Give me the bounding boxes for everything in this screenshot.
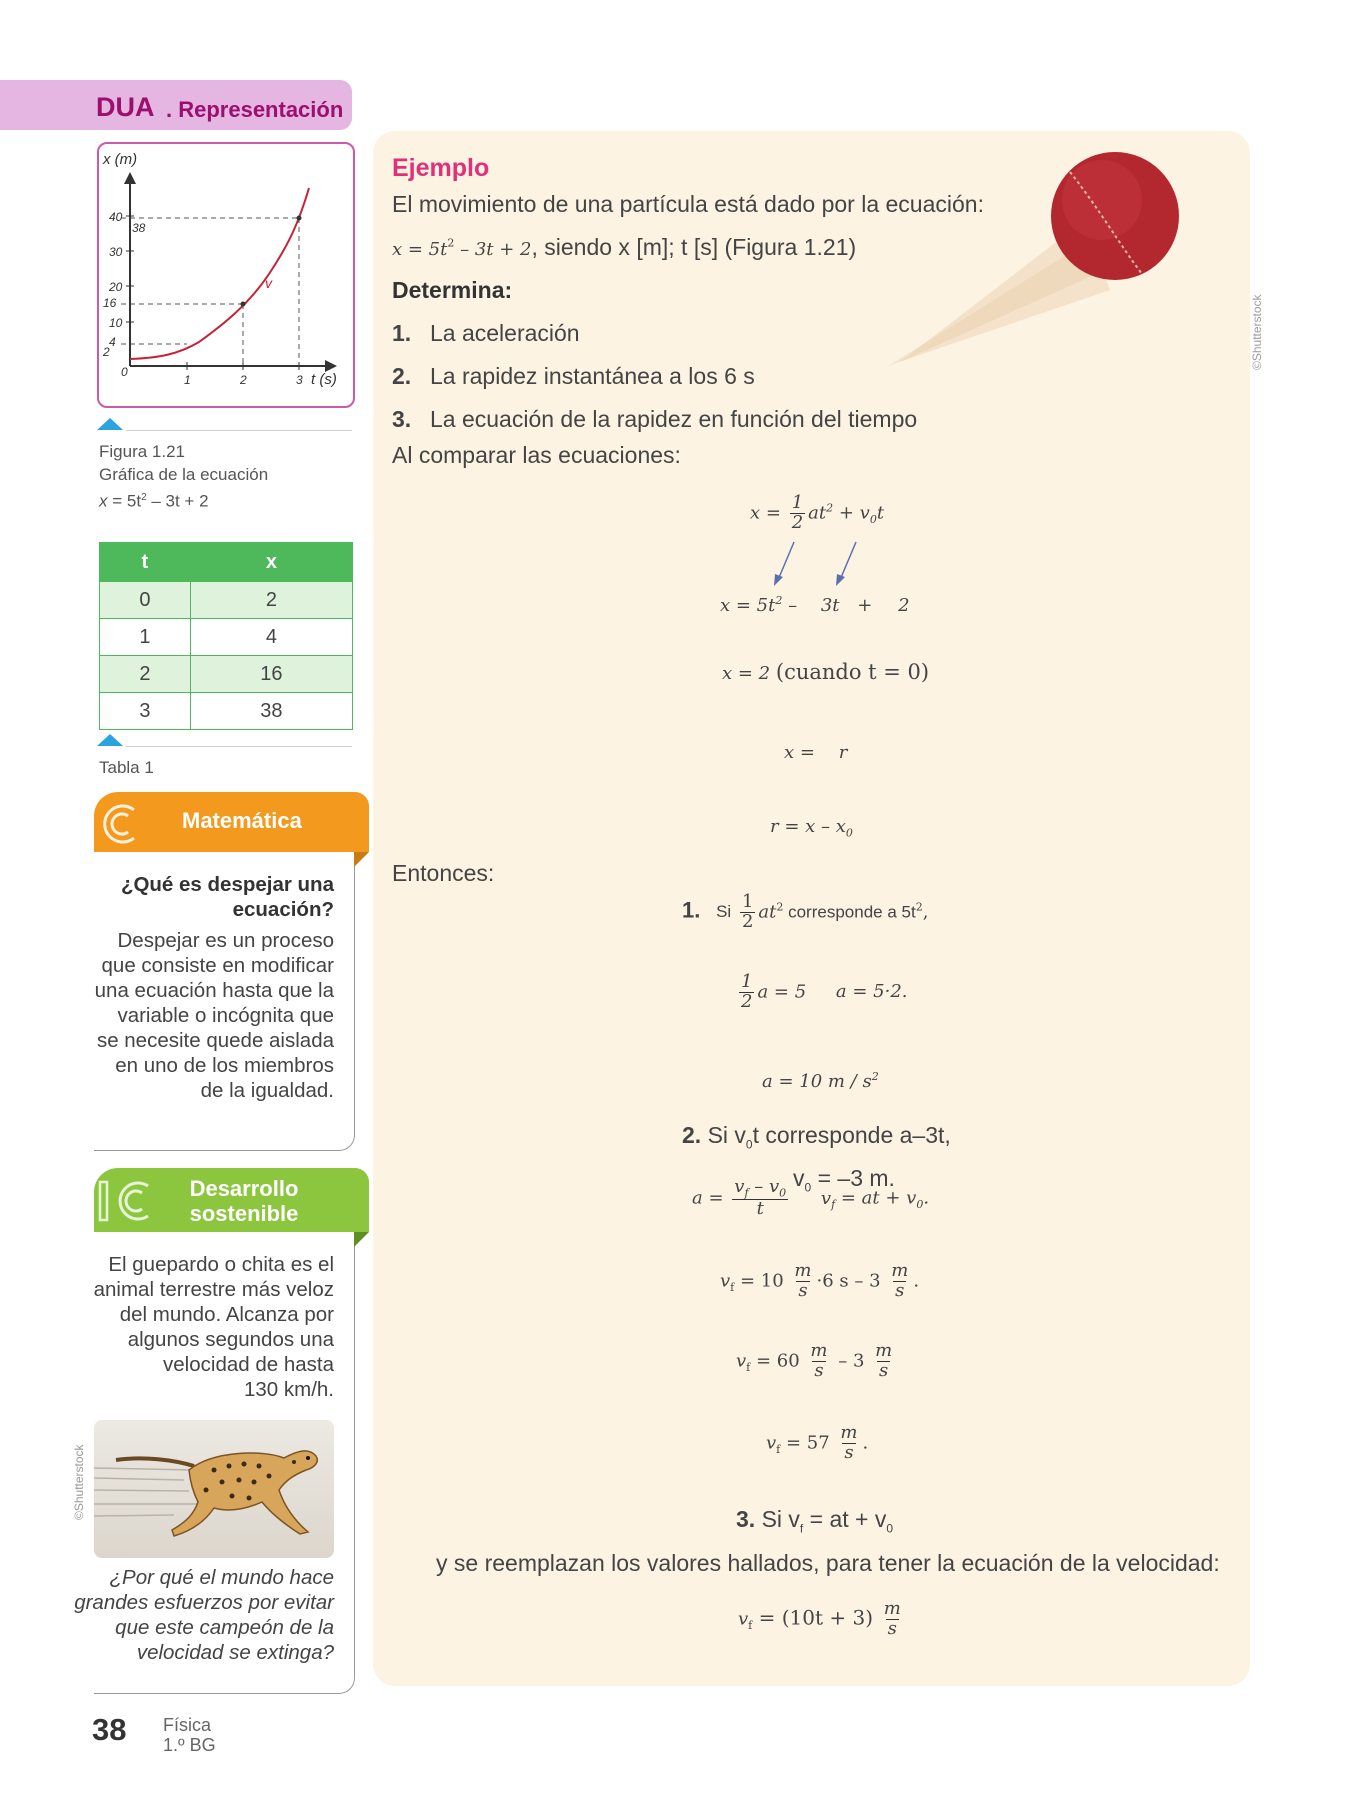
step-3-result xyxy=(738,1600,906,1639)
eq-part: r = x – x xyxy=(770,816,846,837)
eq-part: r xyxy=(838,742,848,763)
eq-fraction xyxy=(740,893,755,932)
eq-part: = 57 xyxy=(780,1432,830,1454)
desarrollo-line: 130 km/h. xyxy=(243,1378,334,1401)
eq-part: at xyxy=(758,901,777,923)
eq-fraction xyxy=(882,1600,903,1639)
eq-sub: f xyxy=(730,1280,735,1294)
matematica-c-icon xyxy=(100,802,144,846)
entonces-label: Entonces: xyxy=(392,860,495,886)
eq-part: at xyxy=(808,502,827,524)
page-number: 38 xyxy=(92,1712,127,1747)
position-curve xyxy=(130,188,309,359)
arrow-head-2 xyxy=(836,574,845,586)
eq-fraction xyxy=(739,973,754,1012)
eq-part: + xyxy=(857,595,873,616)
ejemplo-intro: El movimiento de una partícula está dado por la ecuación: xyxy=(392,191,984,217)
ejemplo-eq-post: – 3t + 2 xyxy=(454,239,532,260)
eq-num: m xyxy=(840,1422,858,1443)
position-time-graph xyxy=(97,142,355,408)
eq-part: , xyxy=(922,901,929,923)
figure-eq-x: x xyxy=(99,491,108,511)
list-item-number: 3. xyxy=(392,406,412,432)
step-2 xyxy=(682,1122,951,1152)
eq-fraction xyxy=(732,1178,788,1219)
table-cell: 3 xyxy=(100,693,191,730)
xtick-label-1: 1 xyxy=(184,373,191,387)
eq-part: . xyxy=(862,1432,869,1454)
table-row xyxy=(100,693,353,730)
y-axis-label: x (m) xyxy=(103,151,138,168)
matematica-line: de la igualdad. xyxy=(200,1079,334,1102)
subject-label xyxy=(163,1715,216,1755)
eq-part: = 60 xyxy=(750,1350,800,1372)
xtick-label-3: 3 xyxy=(296,373,303,387)
eq-part: v xyxy=(734,1176,745,1197)
step-number: 3. xyxy=(736,1506,756,1532)
matematica-line: una ecuación hasta que la xyxy=(94,979,334,1002)
eq-den: 2 xyxy=(741,990,753,1012)
eq-fraction xyxy=(790,494,805,533)
figure-title: Gráfica de la ecuación xyxy=(99,465,269,484)
xtick-label-0: 0 xyxy=(121,365,128,379)
list-item-text: La aceleración xyxy=(430,320,580,346)
eq-part: x = xyxy=(750,502,781,524)
eq-den: s xyxy=(879,1359,889,1381)
eq-part: a = 10 m / s xyxy=(762,1071,872,1092)
matematica-line: variable o incógnita que xyxy=(117,1004,334,1027)
eq-num: 1 xyxy=(741,891,754,912)
matematica-fold xyxy=(354,852,369,867)
eq-part: a = 5·2. xyxy=(835,981,908,1003)
desarrollo-title xyxy=(154,1176,334,1226)
table-caption: Tabla 1 xyxy=(99,758,154,777)
figure-divider xyxy=(126,430,352,431)
figure-number: Figura 1.21 xyxy=(99,442,185,461)
step-2-formula xyxy=(692,1178,929,1219)
equation-displacement xyxy=(770,816,853,840)
eq-part: v xyxy=(736,1350,747,1372)
compare-text: Al comparar las ecuaciones: xyxy=(392,442,681,468)
desarrollo-ic-icon xyxy=(96,1176,156,1226)
matematica-header xyxy=(94,792,369,852)
desarrollo-question-line: ¿Por qué el mundo hace xyxy=(109,1566,334,1589)
list-item-number: 1. xyxy=(392,320,412,346)
matematica-body xyxy=(80,928,334,1103)
figure-equation xyxy=(99,486,268,513)
step-2-result xyxy=(766,1424,868,1463)
table-cell: 38 xyxy=(190,693,352,730)
figure-eq-sup: 2 xyxy=(141,492,147,503)
eq-sup: 2 xyxy=(775,594,783,607)
figure-eq-end: – 3t + 2 xyxy=(146,491,209,511)
step-3-text: y se reemplazan los valores hallados, para tener la ecuación de la velocidad: xyxy=(436,1550,1220,1576)
xtick-label-2: 2 xyxy=(240,373,247,387)
desarrollo-question-line: que este campeón de la xyxy=(115,1616,334,1639)
eq-part: – xyxy=(782,595,798,616)
ytick-label-30: 30 xyxy=(109,245,123,259)
cricket-ball-image xyxy=(870,150,1230,380)
eq-part: Si v xyxy=(707,1122,746,1148)
eq-sub: 0 xyxy=(779,1186,787,1200)
eq-part: = 10 xyxy=(734,1270,784,1292)
matematica-line: se necesite quede aislada xyxy=(96,1029,334,1052)
eq-sub: 0 xyxy=(804,1180,812,1195)
equation-x-r xyxy=(784,742,847,763)
eq-sub: 0 xyxy=(869,512,877,526)
equation-particular xyxy=(720,594,910,616)
list-item-number: 2. xyxy=(392,363,412,389)
desarrollo-question-line: grandes esfuerzos por evitar xyxy=(74,1591,334,1614)
desarrollo-line: El guepardo o chita es el xyxy=(108,1253,334,1276)
eq-fraction xyxy=(792,1262,813,1301)
eq-part: x = 5t xyxy=(720,595,776,616)
eq-fraction xyxy=(889,1262,910,1301)
dua-prefix: DUA xyxy=(96,92,155,122)
eq-den: s xyxy=(844,1441,854,1463)
arrow-line-2 xyxy=(840,542,856,580)
determina-label: Determina: xyxy=(392,277,513,303)
table-row xyxy=(100,656,353,693)
desarrollo-title-2: sostenible xyxy=(189,1201,299,1226)
eq-part: 2 xyxy=(898,595,910,616)
eq-part: v xyxy=(766,1432,777,1454)
eq-fraction xyxy=(808,1342,829,1381)
eq-num: 1 xyxy=(791,492,804,513)
eq-part: + v xyxy=(833,502,870,524)
ymark-label-2: 2 xyxy=(103,345,110,359)
eq-sub: f xyxy=(748,1618,753,1632)
eq-sub: f xyxy=(776,1442,781,1456)
eq-sup: 2 xyxy=(776,900,784,914)
eq-num: 1 xyxy=(741,971,753,992)
table-marker-icon xyxy=(97,734,123,746)
desarrollo-line: animal terrestre más veloz xyxy=(93,1278,334,1301)
eq-part: a = 5 xyxy=(757,981,807,1003)
step-1-result xyxy=(762,1070,879,1092)
table-header-t: t xyxy=(100,543,191,582)
eq-part: v xyxy=(720,1270,731,1292)
eq-sup: 2 xyxy=(871,1070,879,1083)
eq-num: m xyxy=(794,1260,812,1281)
ejemplo-eq-pre: x = 5t xyxy=(392,239,448,260)
eq-sup: 2 xyxy=(826,501,834,515)
eq-sub: f xyxy=(831,1198,836,1212)
y-axis-arrow xyxy=(124,172,136,184)
desarrollo-question xyxy=(70,1565,334,1665)
table-cell: 16 xyxy=(190,656,352,693)
step-number: 1. xyxy=(682,897,701,923)
eq-part: v xyxy=(793,1165,805,1191)
eq-sub: f xyxy=(746,1360,751,1374)
eq-den: s xyxy=(798,1279,808,1301)
list-item xyxy=(392,363,755,390)
table-row xyxy=(100,582,353,619)
matematica-question-2: ecuación? xyxy=(232,898,334,921)
list-item-text: La rapidez instantánea a los 6 s xyxy=(430,363,755,389)
eq-fraction xyxy=(838,1424,859,1463)
eq-den: s xyxy=(814,1359,824,1381)
comparison-arrows xyxy=(764,540,864,590)
eq-part: v xyxy=(820,1187,832,1209)
table-divider xyxy=(126,746,352,747)
matematica-question-1: ¿Qué es despejar una xyxy=(120,873,334,896)
table-header-row xyxy=(100,543,353,582)
table-cell: 0 xyxy=(100,582,191,619)
figure-caption xyxy=(99,440,268,513)
ejemplo-eq-tail: , siendo x [m]; t [s] (Figura 1.21) xyxy=(531,234,857,260)
matematica-line: Despejar es un proceso xyxy=(117,929,334,952)
ejemplo-title: Ejemplo xyxy=(392,154,490,182)
eq-part: ·6 s – 3 xyxy=(816,1270,881,1292)
arrow-line-1 xyxy=(778,542,794,580)
eq-sub: f xyxy=(799,1521,804,1536)
eq-den: 2 xyxy=(741,910,754,932)
matematica-line: en uno de los miembros xyxy=(115,1054,334,1077)
list-item-text: La ecuación de la rapidez en función del tiempo xyxy=(430,406,918,432)
eq-sup: 2 xyxy=(915,900,923,914)
subject-grade: 1.º BG xyxy=(163,1735,216,1755)
matematica-line: que consiste en modificar xyxy=(101,954,334,977)
ejemplo-equation xyxy=(392,234,856,261)
desarrollo-line: velocidad de hasta xyxy=(163,1353,334,1376)
eq-sub: 0 xyxy=(916,1198,924,1212)
eq-sub: 0 xyxy=(886,1521,894,1536)
step-2-substitution xyxy=(720,1262,919,1301)
eq-part: a = xyxy=(692,1187,724,1209)
eq-fraction xyxy=(873,1342,894,1381)
eq-den: s xyxy=(895,1279,905,1301)
ytick-label-40: 40 xyxy=(109,210,123,224)
step-number: 2. xyxy=(682,1122,702,1148)
ball-credit: ©Shutterstock xyxy=(1250,294,1264,370)
eq-part: = at + v xyxy=(835,1187,917,1209)
graph-svg xyxy=(99,144,353,406)
table-cell: 2 xyxy=(100,656,191,693)
point-38 xyxy=(297,216,302,221)
eq-part: – v xyxy=(748,1176,780,1197)
eq-part: t xyxy=(876,502,885,524)
eq-part: x = xyxy=(784,742,815,763)
eq-den: 2 xyxy=(791,511,804,533)
eq-den: t xyxy=(756,1198,764,1220)
desarrollo-header xyxy=(94,1168,369,1232)
desarrollo-question-line: velocidad se extinga? xyxy=(136,1641,334,1664)
eq-sub: f xyxy=(744,1186,749,1200)
eq-sub: 0 xyxy=(745,1137,753,1152)
eq-part: = –3 m. xyxy=(811,1165,895,1191)
step-2-simplify xyxy=(736,1342,897,1381)
equation-x0 xyxy=(722,660,929,684)
step-1-solve xyxy=(736,973,908,1012)
eq-part: Si v xyxy=(761,1506,800,1532)
ytick-label-20: 20 xyxy=(109,280,123,294)
eq-num: m xyxy=(891,1260,909,1281)
step-1 xyxy=(682,893,928,932)
dua-label: . Representación xyxy=(166,97,344,122)
eq-sub: 0 xyxy=(845,826,853,840)
ejemplo-eq-sup: 2 xyxy=(447,236,455,250)
eq-part: (cuando t = 0) xyxy=(775,660,930,684)
list-item xyxy=(392,320,580,347)
ytick-label-10: 10 xyxy=(109,316,123,330)
eq-den: s xyxy=(887,1617,897,1639)
eq-part: v xyxy=(738,1608,749,1630)
table-cell: 1 xyxy=(100,619,191,656)
eq-part: x = 2 xyxy=(722,663,771,684)
equation-general xyxy=(750,494,884,533)
eq-part: – 3 xyxy=(832,1350,865,1372)
subject-name: Física xyxy=(163,1715,212,1735)
cheetah-icon xyxy=(94,1420,334,1558)
eq-part: = at + v xyxy=(803,1506,887,1532)
table-cell: 4 xyxy=(190,619,352,656)
ymark-label-38: 38 xyxy=(132,221,146,235)
eq-part: corresponde a 5t xyxy=(783,902,916,922)
cheetah-credit: ©Shutterstock xyxy=(72,1444,86,1520)
table-header-x: x xyxy=(190,543,352,582)
eq-part: . xyxy=(923,1187,930,1209)
eq-num: m xyxy=(810,1340,828,1361)
desarrollo-body xyxy=(80,1252,334,1402)
table-row xyxy=(100,619,353,656)
desarrollo-fold xyxy=(354,1232,369,1247)
matematica-question xyxy=(92,872,334,922)
eq-num: m xyxy=(875,1340,893,1361)
desarrollo-line: algunos segundos una xyxy=(127,1328,334,1351)
data-table xyxy=(99,542,353,730)
list-item xyxy=(392,406,917,433)
cheetah-image xyxy=(94,1420,334,1558)
curve-label: v xyxy=(265,275,272,291)
x-axis-label: t (s) xyxy=(311,371,337,388)
step-3 xyxy=(736,1506,893,1536)
eq-part: 3t xyxy=(820,595,840,616)
dua-header xyxy=(0,80,352,130)
desarrollo-title-1: Desarrollo xyxy=(189,1176,299,1201)
eq-part: = (10t + 3) xyxy=(752,1605,874,1630)
eq-part: . xyxy=(913,1270,920,1292)
arrow-head-1 xyxy=(774,574,783,586)
point-16 xyxy=(241,302,246,307)
desarrollo-line: del mundo. Alcanza por xyxy=(119,1303,334,1326)
figure-eq-mid: = 5t xyxy=(107,491,142,511)
table-cell: 2 xyxy=(190,582,352,619)
eq-num: m xyxy=(883,1598,901,1619)
ymark-label-16: 16 xyxy=(103,296,117,310)
matematica-title: Matemática xyxy=(182,808,302,833)
ymark-label-4: 4 xyxy=(109,335,116,349)
figure-marker-icon xyxy=(97,418,123,430)
eq-part: t corresponde a–3t, xyxy=(752,1122,951,1148)
eq-part: Si xyxy=(716,902,732,922)
